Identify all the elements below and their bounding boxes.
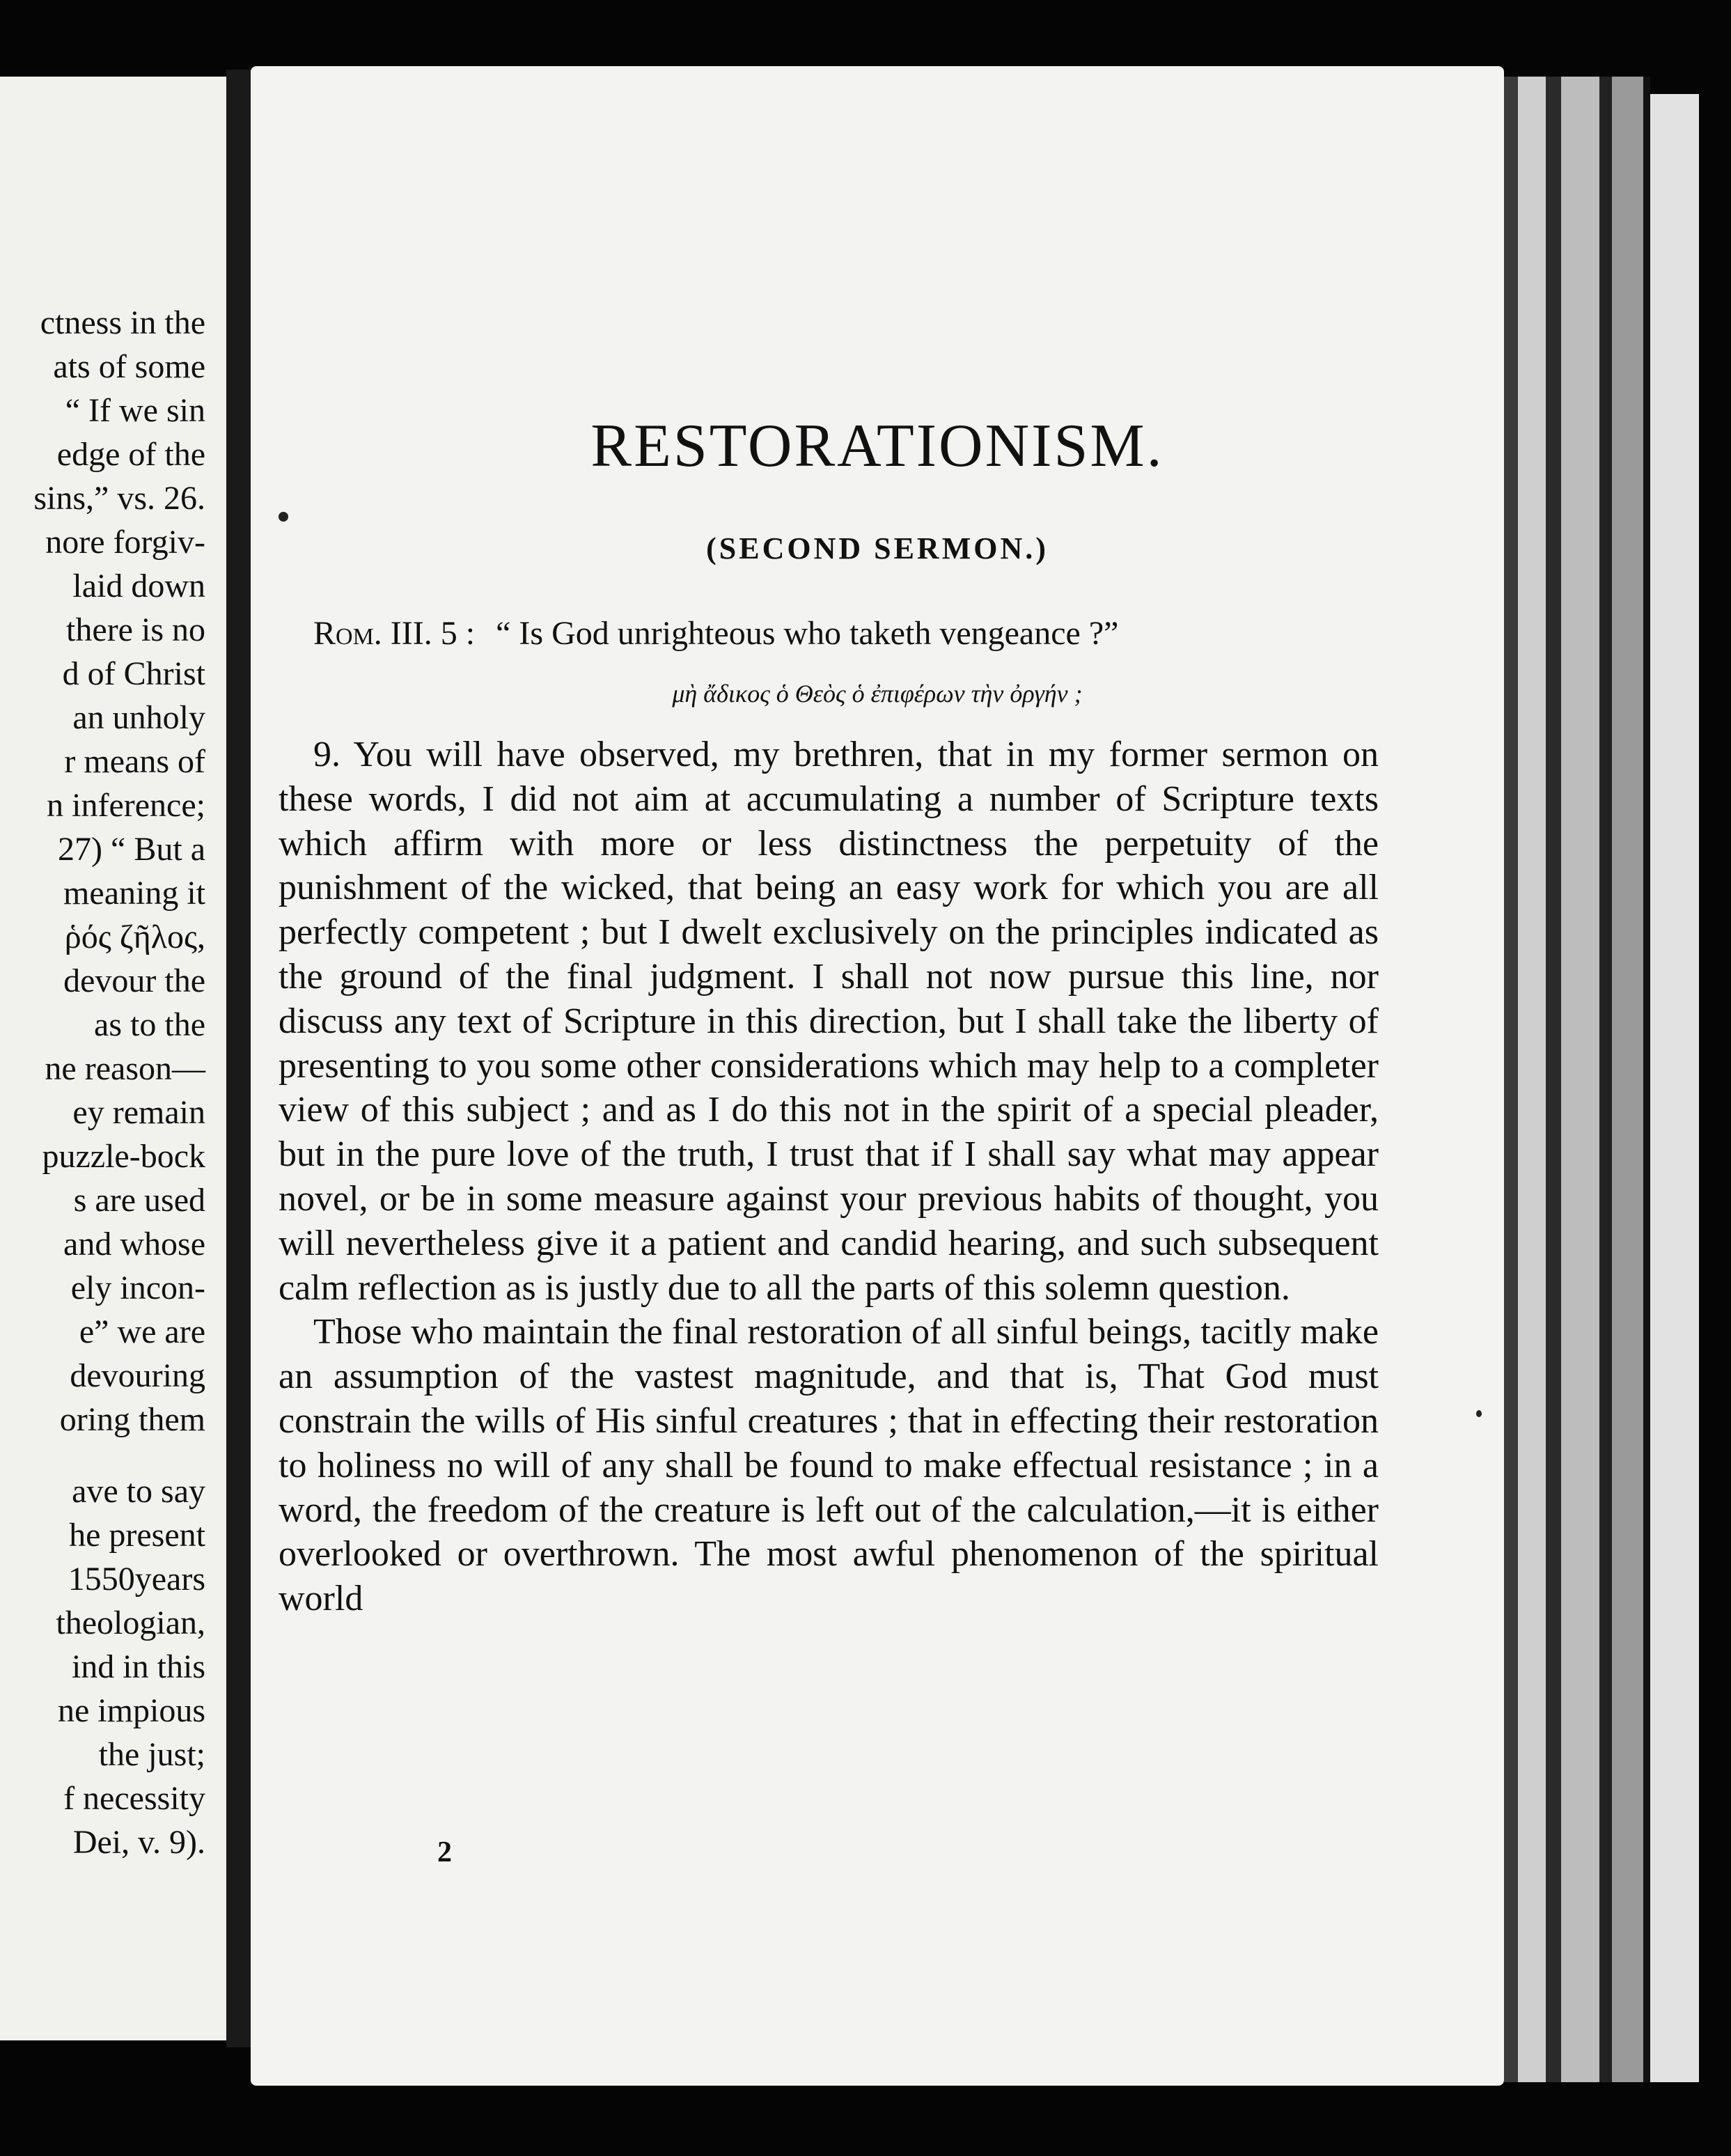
- left-page-line: [0, 1442, 205, 1469]
- left-page-line: 1550years: [68, 1561, 205, 1598]
- left-page-text: [0, 301, 205, 1864]
- left-page-line: as to the: [94, 1006, 205, 1043]
- left-page-line: f necessity: [63, 1780, 205, 1817]
- paragraph-2: Those who maintain the final restoration of all sinful beings, tacitly make an assumption of the vastest magnitude, and that is, That God must constrain the wills of His sinful creatures ; that in effecting their restoration to holiness no will of any shall be found to make effectual resistance ; in a word, the freedom of the creature is left out of the calculation,—it is either overlooked or overthrown. The most awful phenomenon of the spiritual world: [279, 1312, 1379, 1619]
- left-page-fragment: [0, 77, 226, 2040]
- greek-text: μὴ ἄδικος ὁ Θεὸς ὁ ἐπιφέρων τὴν ὀργήν ;: [672, 680, 1083, 708]
- left-page-line: d of Christ: [62, 655, 205, 692]
- left-page-line: r means of: [64, 743, 205, 780]
- sermon-body: [279, 733, 1379, 1621]
- scripture-reference: Rom. III. 5 :: [313, 615, 476, 652]
- left-page-line: puzzle-bock: [42, 1138, 205, 1175]
- left-page-line: an unholy: [72, 699, 205, 736]
- left-page-line: ῥός ζῆλος,: [64, 919, 205, 955]
- left-page-line: devour the: [63, 962, 205, 999]
- left-page-line: oring them: [59, 1401, 205, 1438]
- left-page-line: edge of the: [56, 436, 205, 473]
- paragraph-1: 9. You will have observed, my brethren, that in my former sermon on these words, I did not aim at accumulating a number of Scripture texts which affirm with more or less distinctness the perpetuity of the punishment of the wicked, that being an easy work for which you are all perfectly competent ; but I dwelt exclusively on the principles indicated as the ground of the final judgment. I shall not now pursue this line, nor discuss any text of Scripture in this direction, but I shall take the liberty of presenting to you some other considerations which may help to a completer view of this subject ; and as I do this not in the spirit of a special pleader, but in the pure love of the truth, I trust that if I shall say what may appear novel, or be in some measure against your previous habits of thought, you will nevertheless give it a patient and candid hearing, and such subsequent calm reflection as is justly due to all the parts of this solemn question.: [279, 735, 1379, 1308]
- left-page-line: ne impious: [58, 1692, 205, 1729]
- page-title: RESTORATIONISM.: [590, 412, 1164, 480]
- page-edges: [1504, 77, 1699, 2082]
- left-page-line: “ If we sin: [65, 392, 205, 429]
- left-page-line: s are used: [73, 1182, 205, 1219]
- left-page-line: sins,” vs. 26.: [33, 480, 205, 517]
- left-page-line: he present: [69, 1517, 205, 1554]
- left-page-line: nore forgiv-: [45, 524, 205, 561]
- scan-speck: [279, 512, 288, 522]
- page-subtitle: (SECOND SERMON.): [706, 531, 1049, 565]
- left-page-line: ely incon-: [70, 1270, 205, 1306]
- left-page-line: ne reason—: [45, 1050, 205, 1087]
- left-page-line: laid down: [72, 568, 205, 604]
- scripture-quote: “ Is God unrighteous who taketh vengeance ?”: [496, 615, 1119, 652]
- page-number: 2: [437, 1836, 452, 1868]
- scan-speck: [1476, 1410, 1482, 1417]
- left-page-line: devouring: [70, 1357, 205, 1394]
- left-page-line: and whose: [63, 1226, 205, 1263]
- left-page-line: theologian,: [56, 1604, 205, 1641]
- left-page-line: n inference;: [47, 787, 205, 824]
- left-page-line: e” we are: [79, 1313, 205, 1350]
- left-page-line: Dei, v. 9).: [72, 1824, 205, 1861]
- left-page-line: the just;: [98, 1736, 205, 1773]
- left-page-line: 27) “ But a: [58, 831, 205, 868]
- epigraph: [313, 614, 1393, 653]
- left-page-line: there is no: [66, 611, 205, 648]
- left-page-line: ey remain: [72, 1094, 205, 1131]
- left-page-line: ind in this: [71, 1648, 205, 1685]
- left-page-line: meaning it: [63, 875, 205, 912]
- left-page-line: ave to say: [72, 1473, 205, 1510]
- left-page-line: ctness in the: [40, 304, 205, 341]
- left-page-line: ats of some: [53, 348, 205, 385]
